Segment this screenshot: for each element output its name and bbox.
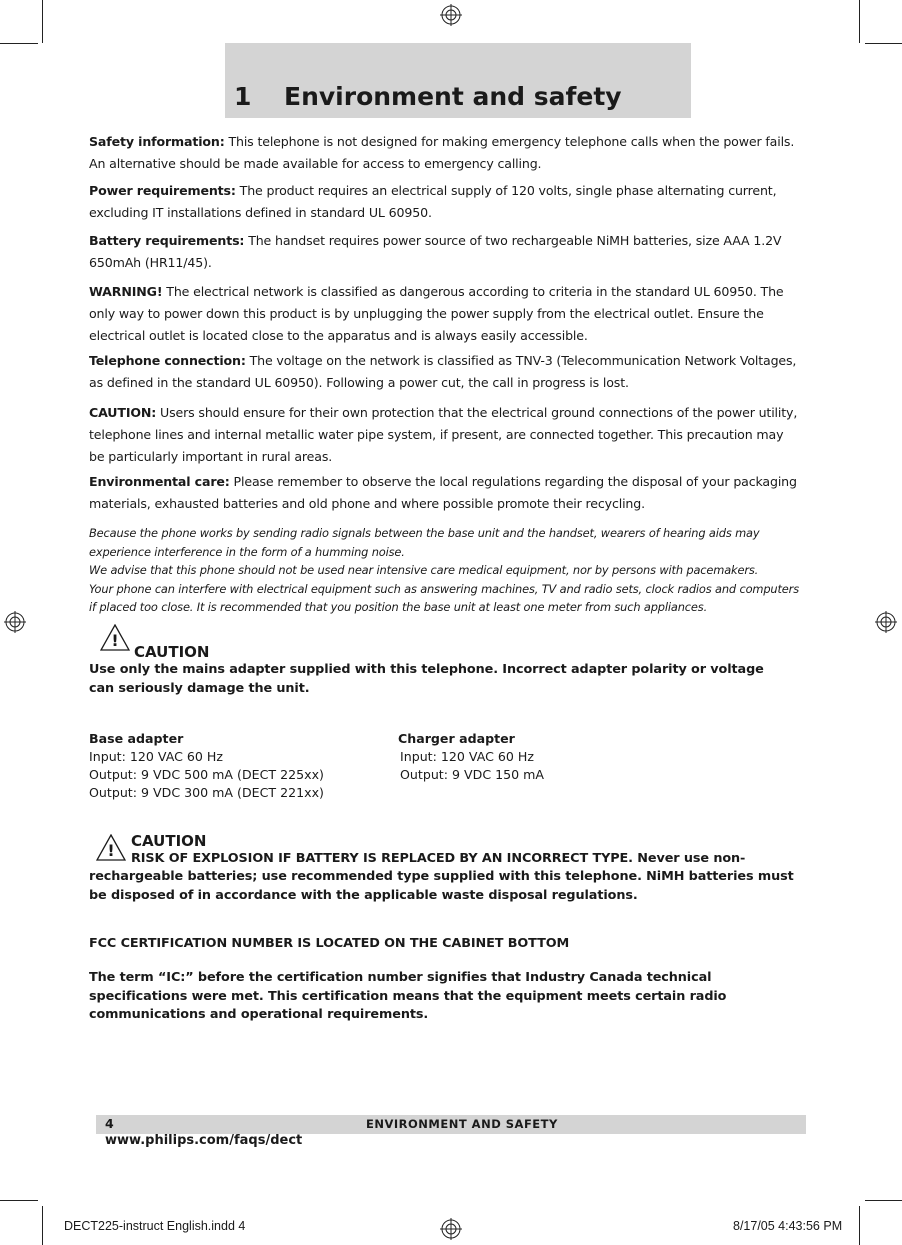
caution-ground-label: CAUTION: (89, 405, 157, 420)
caution-ground (89, 402, 799, 468)
caution-battery-first-line: RISK OF EXPLOSION IF BATTERY IS REPLACED BY AN INCORRECT TYPE. Never use non- (131, 851, 746, 866)
charger-adapter-input: Input: 120 VAC 60 Hz (400, 749, 535, 764)
warning-text: The electrical network is classified as dangerous according to criteria in the standard UL 60950. The only way to power down this product is by unplugging the power supply from the electrical outlet. Ensure the electrical outlet is located close to the apparatus and is always easily accessible. (89, 284, 784, 343)
slug-filename: DECT225-instruct English.indd 4 (64, 1219, 246, 1233)
safety-text: This telephone is not designed for making emergency telephone calls when the power fails. An alternative should be made available for access to emergency calling. (89, 134, 795, 171)
power-requirements (89, 180, 799, 224)
telephone-text: The voltage on the network is classified as TNV-3 (Telecommunication Network Voltages, as defined in the standard UL 60950). Following a power cut, the call in progress is lost. (89, 353, 797, 390)
page-title: Environment and safety (284, 82, 622, 111)
registration-mark-icon (875, 611, 897, 633)
caution-title: CAUTION (134, 643, 210, 661)
chapter-number: 1 (234, 82, 252, 111)
crop-mark (859, 1206, 860, 1245)
base-adapter-input: Input: 120 VAC 60 Hz (89, 749, 224, 764)
caution-title: CAUTION (131, 832, 207, 850)
registration-mark-icon (440, 4, 462, 26)
svg-text:!: ! (111, 631, 119, 650)
note-interference: Your phone can interfere with electrical equipment such as answering machines, TV and radio sets, clock radios and computers if placed too close. It is recommended that you position the base unit at least one meter from such appliances. (89, 581, 799, 614)
safety-information (89, 131, 799, 175)
registration-mark-icon (4, 611, 26, 633)
battery-text: The handset requires power source of two rechargeable NiMH batteries, size AAA 1.2V 650mAh (HR11/45). (89, 233, 782, 270)
power-label: Power requirements: (89, 183, 236, 198)
caution-adapter-text: Use only the mains adapter supplied with this telephone. Incorrect adapter polarity or voltage can seriously damage the unit. (89, 662, 764, 696)
crop-mark (865, 43, 902, 44)
environmental-care (89, 471, 799, 515)
warning-triangle-icon (96, 834, 126, 861)
base-adapter-output-225: Output: 9 VDC 500 mA (DECT 225xx) (89, 767, 324, 782)
registration-mark-icon (440, 1218, 462, 1240)
crop-mark (42, 0, 43, 43)
environmental-text: Please remember to observe the local regulations regarding the disposal of your packaging materials, exhausted batteries and old phone and where possible promote their recycling. (89, 474, 797, 511)
footer-title: ENVIRONMENT AND SAFETY (366, 1117, 558, 1131)
telephone-connection (89, 350, 799, 394)
warning (89, 281, 799, 347)
power-text: The product requires an electrical supply of 120 volts, single phase alternating current, excluding IT installations defined in standard UL 60950. (89, 183, 777, 220)
support-link[interactable]: www.philips.com/faqs/dect (105, 1133, 303, 1148)
crop-mark (42, 1206, 43, 1245)
caution-battery-text: rechargeable batteries; use recommended type supplied with this telephone. NiMH batteries must be disposed of in accordance with the applicable waste disposal regulations. (89, 869, 794, 903)
warning-label: WARNING! (89, 284, 163, 299)
note-hearing-aids: Because the phone works by sending radio signals between the base unit and the handset, wearers of hearing aids may experience interference in the form of a humming noise. (89, 526, 760, 559)
base-adapter-output-221: Output: 9 VDC 300 mA (DECT 221xx) (89, 785, 324, 800)
fcc-notice: FCC CERTIFICATION NUMBER IS LOCATED ON THE CABINET BOTTOM (89, 936, 570, 951)
crop-mark (859, 0, 860, 43)
base-adapter-title: Base adapter (89, 731, 184, 746)
italic-notes (89, 524, 801, 617)
warning-triangle-icon (100, 624, 130, 651)
battery-requirements (89, 230, 799, 274)
caution-ground-text: Users should ensure for their own protection that the electrical ground connections of the power utility, telephone lines and internal metallic water pipe system, if present, are connected together. This precaution may be particularly important in rural areas. (89, 405, 798, 464)
note-medical: We advise that this phone should not be used near intensive care medical equipment, nor by persons with pacemakers. (89, 563, 759, 577)
ic-notice: The term “IC:” before the certification number signifies that Industry Canada technical specifications were met. This certification means that the equipment meets certain radio communications and operational requirements. (89, 970, 727, 1022)
battery-label: Battery requirements: (89, 233, 245, 248)
charger-adapter-title: Charger adapter (398, 731, 515, 746)
environmental-label: Environmental care: (89, 474, 230, 489)
slug-timestamp: 8/17/05 4:43:56 PM (733, 1219, 843, 1233)
safety-label: Safety information: (89, 134, 225, 149)
crop-mark (865, 1200, 902, 1201)
charger-adapter-output: Output: 9 VDC 150 mA (400, 767, 545, 782)
page-number: 4 (105, 1116, 114, 1131)
telephone-label: Telephone connection: (89, 353, 246, 368)
crop-mark (0, 43, 38, 44)
svg-text:!: ! (107, 841, 115, 860)
crop-mark (0, 1200, 38, 1201)
